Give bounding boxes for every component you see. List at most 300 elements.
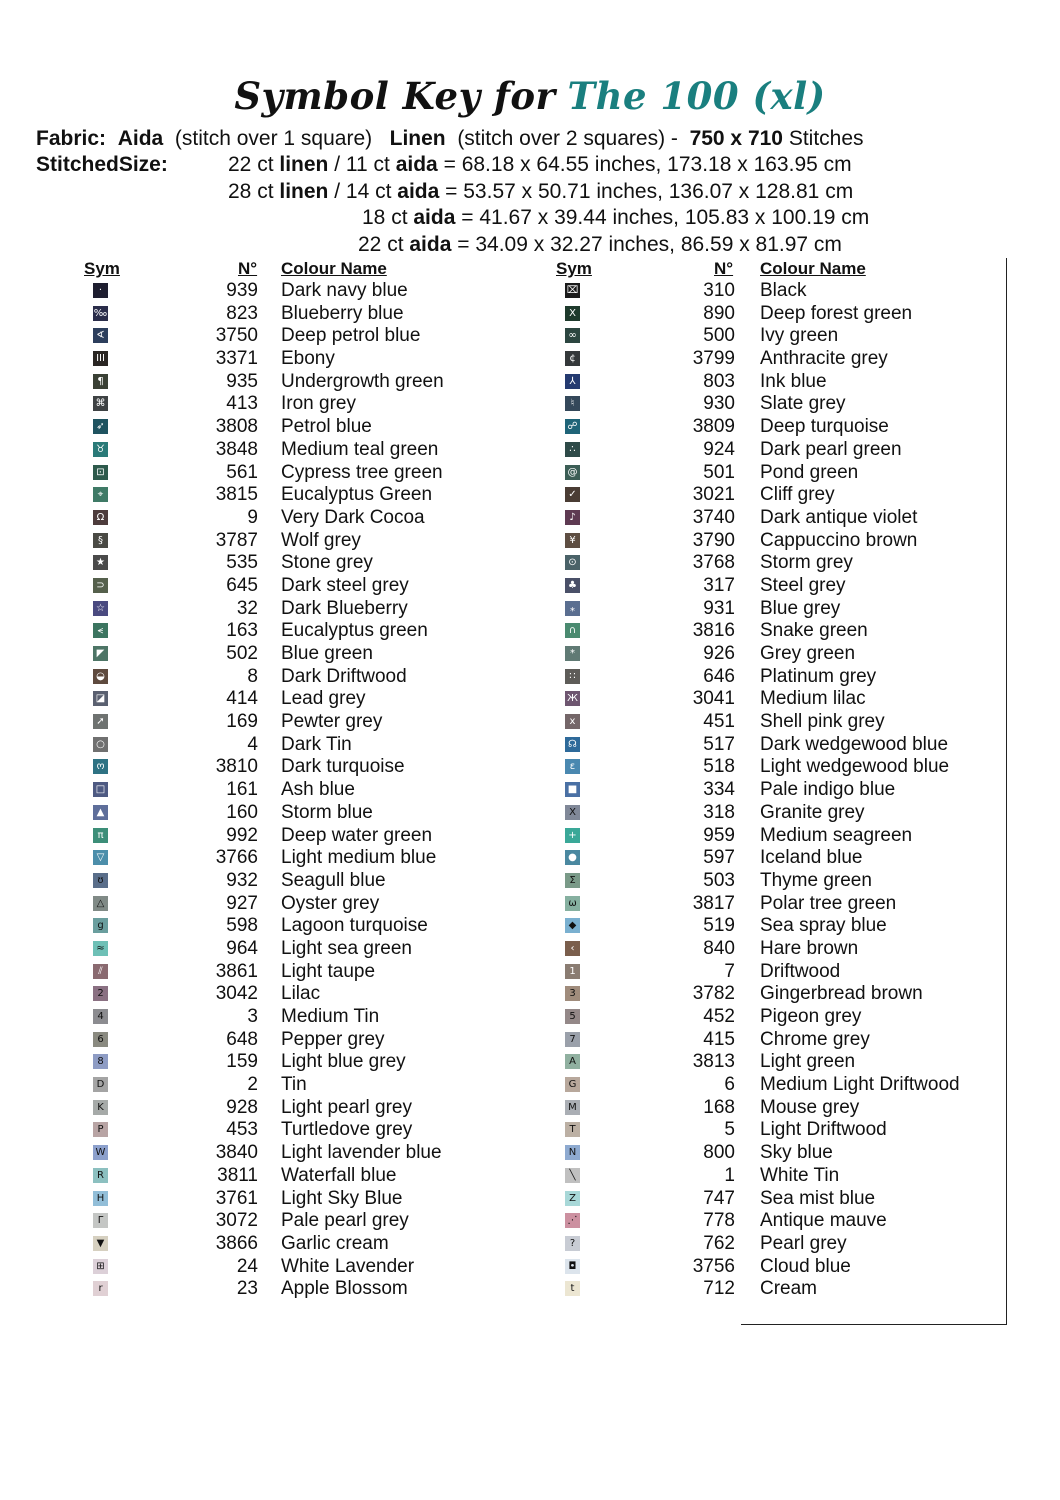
floss-number: 535 (226, 552, 258, 574)
symbol-swatch-icon: III (93, 351, 108, 366)
header-sym: Sym (556, 259, 592, 278)
symbol-swatch-icon: T (565, 1122, 580, 1137)
symbol-swatch-icon: ☆ (93, 601, 108, 616)
symbol-swatch-icon: H (93, 1191, 108, 1206)
symbol-swatch-icon: ⌘ (93, 396, 108, 411)
colour-name: Stone grey (281, 552, 373, 574)
stitch-dimensions: 750 x 710 (689, 127, 783, 150)
floss-number: 598 (226, 915, 258, 937)
floss-number: 2 (247, 1074, 258, 1096)
floss-number: 317 (703, 574, 735, 596)
symbol-row (84, 938, 524, 961)
stitched-size-line (362, 205, 869, 231)
symbol-swatch-icon: ⁎ (565, 601, 580, 616)
symbol-row (556, 393, 986, 416)
symbol-row (84, 371, 524, 394)
fabric-linen: Linen (389, 127, 446, 150)
symbol-row (556, 1278, 986, 1301)
floss-number: 747 (703, 1187, 735, 1209)
colour-name: Shell pink grey (760, 711, 885, 733)
colour-name: Sky blue (760, 1142, 833, 1164)
symbol-swatch-icon: ♉ (93, 442, 108, 457)
floss-number: 3042 (215, 983, 258, 1005)
colour-name: Lagoon turquoise (281, 915, 428, 937)
symbol-swatch-icon: ◤ (93, 646, 108, 661)
symbol-row (556, 643, 986, 666)
size-value: = 34.09 x 32.27 inches, 86.59 x 81.97 cm (457, 233, 842, 256)
symbol-swatch-icon: Σ (565, 873, 580, 888)
symbol-row (556, 484, 986, 507)
symbol-swatch-icon: Γ (93, 1213, 108, 1228)
floss-number: 3866 (215, 1232, 258, 1254)
symbol-swatch-icon: ≈ (93, 941, 108, 956)
symbol-row (84, 325, 524, 348)
floss-number: 3041 (692, 688, 735, 710)
fabric-aida-note: (stitch over 1 square) (174, 127, 373, 150)
floss-number: 4 (247, 733, 258, 755)
symbol-swatch-icon: ⊡ (93, 465, 108, 480)
symbol-swatch-icon: ∞ (565, 328, 580, 343)
symbol-swatch-icon: ε (565, 759, 580, 774)
symbol-row (556, 1119, 986, 1142)
symbol-row (84, 802, 524, 825)
symbol-swatch-icon: ⋰ (565, 1213, 580, 1228)
floss-number: 561 (226, 461, 258, 483)
symbol-swatch-icon: ♪ (565, 510, 580, 525)
symbol-row (84, 1142, 524, 1165)
symbol-row (556, 280, 986, 303)
colour-name: Seagull blue (281, 869, 386, 891)
symbol-swatch-icon: + (565, 828, 580, 843)
symbol-row (556, 870, 986, 893)
count: 18 ct (362, 206, 408, 229)
fabric-type: aida (395, 153, 438, 176)
symbol-row (556, 1029, 986, 1052)
symbol-row (556, 1188, 986, 1211)
symbol-row (556, 439, 986, 462)
colour-name: Pepper grey (281, 1028, 385, 1050)
colour-name: Deep forest green (760, 302, 913, 324)
colour-name: Medium lilac (760, 688, 866, 710)
colour-name: Blueberry blue (281, 302, 404, 324)
symbol-swatch-icon: 3 (565, 986, 580, 1001)
floss-number: 415 (703, 1028, 735, 1050)
floss-number: 318 (703, 801, 735, 823)
floss-number: 334 (703, 779, 735, 801)
symbol-row (84, 598, 524, 621)
symbol-row (84, 643, 524, 666)
colour-name: Tin (281, 1074, 307, 1096)
floss-number: 24 (236, 1255, 258, 1277)
symbol-swatch-icon: · (93, 283, 108, 298)
symbol-row (556, 325, 986, 348)
floss-number: 168 (703, 1096, 735, 1118)
colour-name: Black (760, 280, 807, 301)
symbol-row (84, 915, 524, 938)
stitched-size-line (228, 179, 853, 205)
colour-name: Grey green (760, 643, 856, 664)
symbol-swatch-icon: ▲ (93, 805, 108, 820)
floss-number: 964 (226, 937, 258, 959)
colour-name: Platinum grey (760, 665, 877, 687)
symbol-swatch-icon: ☊ (565, 737, 580, 752)
symbol-row (84, 1165, 524, 1188)
colour-name: Cloud blue (760, 1255, 851, 1277)
symbol-swatch-icon: Z (565, 1191, 580, 1206)
floss-number: 927 (226, 892, 258, 914)
symbol-swatch-icon: ◪ (93, 691, 108, 706)
symbol-swatch-icon: ∢ (93, 328, 108, 343)
colour-name: Snake green (760, 620, 868, 642)
symbol-row (556, 666, 986, 689)
symbol-row (556, 1210, 986, 1233)
colour-name: Ebony (281, 348, 335, 370)
floss-number: 23 (236, 1278, 258, 1300)
symbol-swatch-icon: ➚ (93, 714, 108, 729)
floss-number: 3 (247, 1006, 258, 1027)
floss-number: 5 (724, 1119, 735, 1141)
colour-name: Dark turquoise (281, 756, 405, 778)
symbol-row (84, 393, 524, 416)
colour-name: Iron grey (281, 393, 356, 415)
colour-name: Pearl grey (760, 1232, 847, 1254)
floss-number: 800 (703, 1142, 735, 1164)
symbol-swatch-icon: ◒ (93, 669, 108, 684)
floss-number: 3750 (215, 325, 258, 347)
symbol-row (84, 280, 524, 303)
floss-number: 8 (247, 665, 258, 687)
symbol-row (84, 688, 524, 711)
floss-number: 928 (226, 1096, 258, 1118)
symbol-swatch-icon: ◆ (565, 918, 580, 933)
symbol-swatch-icon: * (565, 646, 580, 661)
colour-name: Dark navy blue (281, 280, 408, 301)
colour-name: Pond green (760, 461, 859, 483)
left-rows (84, 280, 524, 1301)
count: 22 ct (358, 233, 404, 256)
symbol-row (556, 1165, 986, 1188)
floss-number: 503 (703, 869, 735, 891)
floss-number: 3816 (692, 620, 735, 642)
floss-number: 3811 (217, 1164, 258, 1186)
floss-number: 935 (226, 370, 258, 392)
colour-name: Medium Tin (281, 1006, 380, 1027)
symbol-swatch-icon: ‰ (93, 307, 108, 319)
colour-name: Light sea green (281, 937, 412, 959)
floss-number: 823 (226, 302, 258, 324)
symbol-row (84, 825, 524, 848)
symbol-row (84, 756, 524, 779)
colour-name: Very Dark Cocoa (281, 506, 425, 528)
stitches-label: Stitches (788, 127, 864, 150)
floss-number: 3809 (692, 416, 735, 438)
symbol-row (84, 734, 524, 757)
symbol-row (84, 1256, 524, 1279)
symbol-swatch-icon: ? (565, 1236, 580, 1251)
floss-number: 3810 (215, 756, 258, 778)
colour-name: Driftwood (760, 960, 841, 982)
symbol-swatch-icon: 5 (565, 1009, 580, 1024)
symbol-row (556, 416, 986, 439)
symbol-swatch-icon: ω (565, 896, 580, 911)
symbol-row (84, 1119, 524, 1142)
symbol-row (556, 348, 986, 371)
symbol-swatch-icon: ▽ (93, 850, 108, 865)
colour-name: Granite grey (760, 801, 865, 823)
symbol-row (556, 825, 986, 848)
floss-number: 890 (703, 302, 735, 324)
floss-number: 501 (703, 461, 735, 483)
symbol-swatch-icon: ⫽ (93, 964, 108, 979)
colour-name: Storm grey (760, 552, 853, 574)
symbol-row (556, 371, 986, 394)
symbol-swatch-icon: ★ (93, 555, 108, 570)
floss-number: 648 (226, 1028, 258, 1050)
colour-name: Dark pearl green (760, 438, 902, 460)
colour-name: Medium Light Driftwood (760, 1074, 960, 1096)
size-value: = 41.67 x 39.44 inches, 105.83 x 100.19 cm (461, 206, 870, 229)
floss-number: 932 (226, 869, 258, 891)
column-header (556, 259, 986, 280)
symbol-row (84, 484, 524, 507)
symbol-swatch-icon: ⊙ (565, 555, 580, 570)
symbol-row (556, 711, 986, 734)
colour-name: Cypress tree green (281, 461, 443, 483)
symbol-swatch-icon: ‹ (565, 941, 580, 956)
symbol-row (556, 462, 986, 485)
symbol-row (84, 507, 524, 530)
colour-name: Hare brown (760, 937, 859, 959)
symbol-row (84, 893, 524, 916)
floss-number: 992 (226, 824, 258, 846)
symbol-row (556, 938, 986, 961)
symbol-row (556, 915, 986, 938)
symbol-row (84, 416, 524, 439)
symbol-swatch-icon: ☍ (565, 419, 580, 434)
fabric-label: Fabric: (36, 127, 107, 150)
symbol-swatch-icon: 4 (93, 1009, 108, 1024)
stitched-size-line (358, 232, 842, 258)
symbol-swatch-icon: ▼ (93, 1236, 108, 1251)
page-title (0, 74, 1060, 118)
symbol-swatch-icon: X (565, 805, 580, 820)
fabric-type: aida (413, 206, 456, 229)
symbol-swatch-icon: ¥ (565, 533, 580, 548)
colour-name: Oyster grey (281, 892, 380, 914)
symbol-row (84, 530, 524, 553)
floss-number: 3072 (215, 1210, 258, 1232)
symbol-swatch-icon: ✓ (565, 487, 580, 502)
colour-name: Light medium blue (281, 847, 437, 869)
right-rows (556, 280, 986, 1301)
floss-number: 519 (703, 915, 735, 937)
symbol-swatch-icon: § (93, 533, 108, 548)
symbol-swatch-icon: ➶ (93, 419, 108, 434)
colour-name: Light lavender blue (281, 1142, 442, 1164)
symbol-swatch-icon: Ω (93, 510, 108, 525)
symbol-swatch-icon: Ж (565, 691, 580, 706)
header-number: N° (238, 259, 258, 278)
header-colour-name: Colour Name (281, 259, 387, 278)
symbol-swatch-icon: ⊞ (93, 1259, 108, 1274)
floss-number: 3848 (215, 438, 258, 460)
floss-number: 803 (703, 370, 735, 392)
colour-name: Garlic cream (281, 1232, 389, 1254)
symbol-row (84, 439, 524, 462)
symbol-row (556, 530, 986, 553)
colour-name: Ash blue (281, 779, 355, 801)
colour-name: Eucalyptus green (281, 620, 428, 642)
colour-name: Cream (760, 1278, 818, 1300)
colour-name: Pale indigo blue (760, 779, 896, 801)
symbol-row (84, 303, 524, 326)
floss-number: 645 (226, 574, 258, 596)
symbol-swatch-icon: △ (93, 896, 108, 911)
symbol-swatch-icon: P (93, 1122, 108, 1137)
symbol-row (556, 1074, 986, 1097)
colour-name: Lead grey (281, 688, 366, 710)
floss-number: 3756 (692, 1255, 735, 1277)
floss-number: 3768 (692, 552, 735, 574)
symbol-swatch-icon: 1 (565, 964, 580, 979)
floss-number: 3861 (215, 960, 258, 982)
floss-number: 6 (724, 1074, 735, 1096)
symbol-row (84, 983, 524, 1006)
symbol-swatch-icon: W (93, 1145, 108, 1160)
symbol-swatch-icon: ∩ (565, 623, 580, 638)
symbol-row (84, 847, 524, 870)
floss-number: 3799 (692, 348, 735, 370)
floss-number: 161 (226, 779, 258, 801)
colour-name: Anthracite grey (760, 348, 888, 370)
floss-number: 163 (226, 620, 258, 642)
floss-number: 712 (703, 1278, 735, 1300)
symbol-swatch-icon: 6 (93, 1032, 108, 1047)
symbol-row (556, 598, 986, 621)
symbol-swatch-icon: ⊃ (93, 578, 108, 593)
symbol-swatch-icon: R (93, 1168, 108, 1183)
symbol-swatch-icon: X (565, 306, 580, 321)
symbol-swatch-icon: ⌖ (93, 487, 108, 502)
colour-name: Turtledove grey (281, 1119, 413, 1141)
stitched-size-line (228, 152, 852, 178)
colour-name: Blue grey (760, 597, 841, 619)
colour-name: Ivy green (760, 325, 839, 347)
symbol-row (84, 1006, 524, 1029)
pattern-name: The 100 (xl) (567, 74, 826, 118)
colour-name: White Tin (760, 1164, 840, 1186)
colour-name: Undergrowth green (281, 370, 444, 392)
header-sym: Sym (84, 259, 120, 278)
floss-number: 500 (703, 325, 735, 347)
colour-name: Dark steel grey (281, 574, 409, 596)
floss-number: 517 (703, 733, 735, 755)
symbol-swatch-icon: ○ (93, 737, 108, 752)
count-separator: / 14 ct (334, 180, 392, 203)
symbol-row (84, 779, 524, 802)
floss-number: 3790 (692, 529, 735, 551)
floss-number: 939 (226, 280, 258, 301)
header-colour-name: Colour Name (760, 259, 866, 278)
colour-name: Pale pearl grey (281, 1210, 409, 1232)
floss-number: 930 (703, 393, 735, 415)
symbol-row (556, 893, 986, 916)
floss-number: 7 (724, 960, 735, 982)
floss-number: 3817 (692, 892, 735, 914)
symbol-row (556, 620, 986, 643)
symbol-row (556, 1142, 986, 1165)
header-number: N° (714, 259, 734, 278)
symbol-row (84, 870, 524, 893)
floss-number: 502 (226, 643, 258, 664)
floss-number: 3371 (215, 348, 258, 370)
symbol-row (84, 1029, 524, 1052)
symbol-swatch-icon: 8 (93, 1054, 108, 1069)
symbol-row (556, 802, 986, 825)
symbol-row (556, 983, 986, 1006)
colour-name: Blue green (281, 643, 373, 664)
floss-number: 414 (226, 688, 258, 710)
symbol-row (556, 779, 986, 802)
symbol-swatch-icon: π (93, 828, 108, 843)
symbol-swatch-icon: ⪪ (93, 623, 108, 638)
colour-name: Light Sky Blue (281, 1187, 403, 1209)
symbol-swatch-icon: M (565, 1100, 580, 1115)
colour-name: Dark Blueberry (281, 597, 408, 619)
floss-number: 453 (226, 1119, 258, 1141)
symbol-row (84, 961, 524, 984)
colour-name: Gingerbread brown (760, 983, 923, 1005)
colour-name: Deep turquoise (760, 416, 889, 438)
floss-number: 159 (226, 1051, 258, 1073)
colour-name: Dark wedgewood blue (760, 733, 949, 755)
symbol-row (556, 507, 986, 530)
symbol-swatch-icon: ∴ (565, 442, 580, 457)
size-value: = 53.57 x 50.71 inches, 136.07 x 128.81 cm (445, 180, 854, 203)
colour-name: Deep petrol blue (281, 325, 421, 347)
colour-name: Eucalyptus Green (281, 484, 433, 506)
symbol-swatch-icon: 7 (565, 1032, 580, 1047)
floss-number: 931 (703, 597, 735, 619)
floss-number: 959 (703, 824, 735, 846)
symbol-row (84, 1074, 524, 1097)
symbol-swatch-icon: @ (565, 465, 580, 480)
symbol-row (84, 1278, 524, 1301)
symbol-row (84, 711, 524, 734)
colour-name: Storm blue (281, 801, 373, 823)
colour-name: Thyme green (760, 869, 872, 891)
symbol-swatch-icon: ¶ (93, 374, 108, 389)
symbol-swatch-icon: D (93, 1077, 108, 1092)
floss-number: 452 (703, 1006, 735, 1027)
floss-number: 3766 (215, 847, 258, 869)
colour-name: Sea mist blue (760, 1187, 876, 1209)
symbol-row (84, 1188, 524, 1211)
floss-number: 3782 (692, 983, 735, 1005)
symbol-row (556, 688, 986, 711)
count: 22 ct (228, 153, 274, 176)
colour-name: Light green (760, 1051, 856, 1073)
colour-name: Cliff grey (760, 484, 835, 506)
colour-name: Petrol blue (281, 416, 372, 438)
symbol-row (84, 620, 524, 643)
floss-number: 924 (703, 438, 735, 460)
colour-name: Sea spray blue (760, 915, 887, 937)
colour-name: Light pearl grey (281, 1096, 412, 1118)
symbol-key-right-column (556, 259, 986, 1301)
symbol-swatch-icon: ∷ (565, 669, 580, 684)
colour-name: Dark Driftwood (281, 665, 407, 687)
